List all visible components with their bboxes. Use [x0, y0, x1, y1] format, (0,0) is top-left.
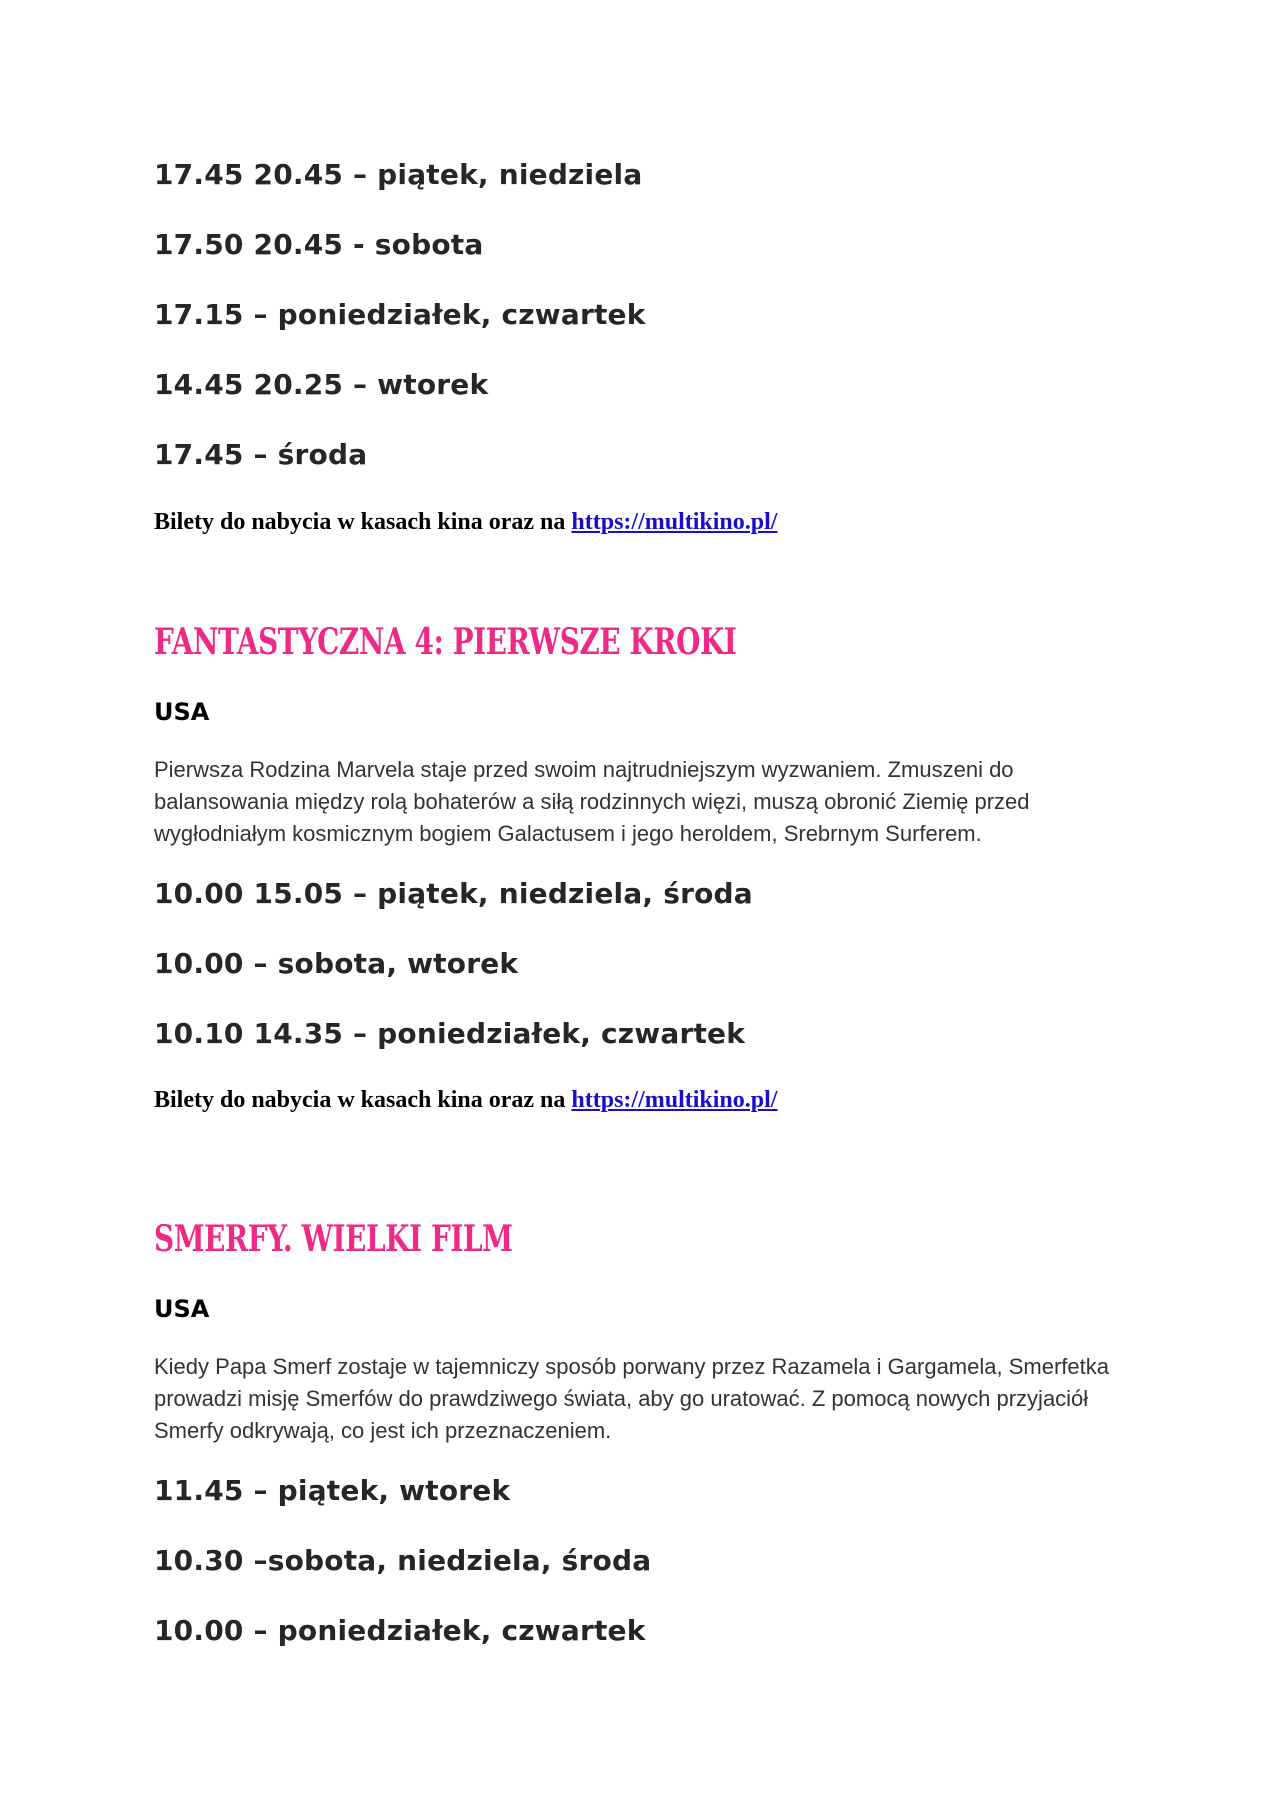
showtime-line: 17.45 20.45 – piątek, niedziela: [154, 158, 643, 191]
showtime-line: 14.45 20.25 – wtorek: [154, 368, 489, 401]
showtime-line: 10.00 – sobota, wtorek: [154, 947, 519, 980]
showtime-line: 11.45 – piątek, wtorek: [154, 1474, 511, 1507]
multikino-link[interactable]: https://multikino.pl/: [571, 1087, 778, 1113]
showtime-line: 17.50 20.45 - sobota: [154, 228, 484, 261]
movie-title: SMERFY. WIELKI FILM: [154, 1217, 513, 1261]
movie-country: USA: [154, 1295, 210, 1323]
showtime-line: 10.10 14.35 – poniedziałek, czwartek: [154, 1017, 746, 1050]
tickets-text: Bilety do nabycia w kasach kina oraz na: [154, 1087, 566, 1113]
tickets-text: Bilety do nabycia w kasach kina oraz na: [154, 509, 566, 535]
showtime-line: 17.15 – poniedziałek, czwartek: [154, 298, 646, 331]
multikino-link[interactable]: https://multikino.pl/: [571, 509, 778, 535]
movie-title: FANTASTYCZNA 4: PIERWSZE KROKI: [154, 620, 737, 664]
showtime-line: 10.00 15.05 – piątek, niedziela, środa: [154, 877, 753, 910]
tickets-info: [154, 507, 1134, 537]
movie-description: Pierwsza Rodzina Marvela staje przed swoim najtrudniejszym wyzwaniem. Zmuszeni do balansowania między rolą bohaterów a siłą rodzinnych więzi, muszą obronić Ziemię przed wygłodniałym kosmicznym bogiem Galactusem i jego heroldem, Srebrnym Surferem.: [154, 757, 1030, 846]
movie-description: Kiedy Papa Smerf zostaje w tajemniczy sposób porwany przez Razamela i Gargamela, Smerfetka prowadzi misję Smerfów do prawdziwego świata, aby go uratować. Z pomocą nowych przyjaciół Smerfy odkrywają, co jest ich przeznaczeniem.: [154, 1354, 1109, 1443]
showtime-line: 17.45 – środa: [154, 438, 368, 471]
movie-country: USA: [154, 698, 210, 726]
showtime-line: 10.30 –sobota, niedziela, środa: [154, 1544, 652, 1577]
showtime-line: 10.00 – poniedziałek, czwartek: [154, 1614, 646, 1647]
tickets-info: [154, 1085, 1134, 1115]
